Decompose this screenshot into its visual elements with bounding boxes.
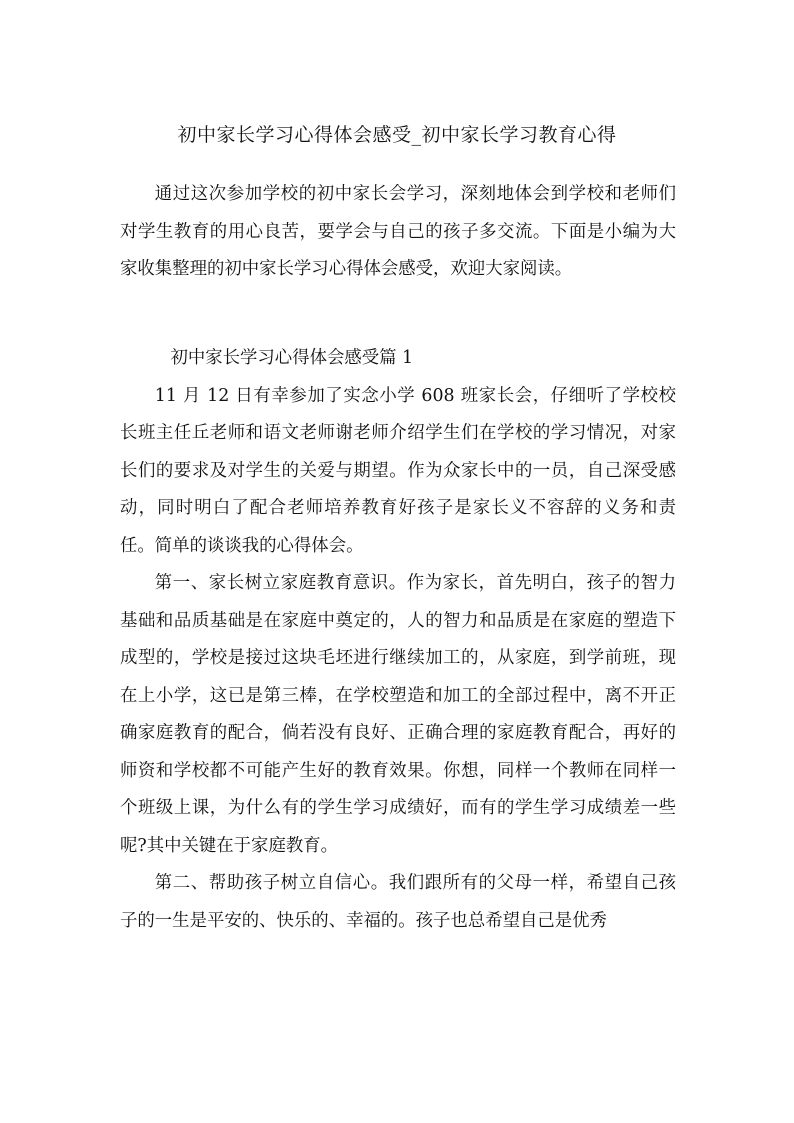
body-paragraph-2: 第一、家长树立家庭教育意识。作为家长，首先明白，孩子的智力基础和品质基础是在家庭中奠定的，人的智力和品质是在家庭的塑造下成型的，学校是接过这块毛坯进行继续加工的，从家庭，到学前班，现在上小学，这已是第三棒，在学校塑造和加工的全部过程中，离不开正确家庭教育的配合，倘若没有良好、正确合理的家庭教育配合，再好的师资和学校都不可能产生好的教育效果。你想，同样一个教师在同样一个班级上课，为什么有的学生学习成绩好，而有的学生学习成绩差一些呢?其中关键在于家庭教育。 [120, 573, 676, 856]
document-title: 初中家长学习心得体会感受_初中家长学习教育心得 [177, 124, 617, 146]
section-heading: 初中家长学习心得体会感受篇 1 [170, 348, 414, 368]
body-paragraph-1: 11 月 12 日有幸参加了实念小学 608 班家长会，仔细听了学校校长班主任丘老师和语文老师谢老师介绍学生们在学校的学习情况，对家长们的要求及对学生的关爱与期望。作为众家长中的一员，自己深受感动，同时明白了配合老师培养教育好孩子是家长义不容辞的义务和责任。简单的谈谈我的心得体会。 [120, 385, 676, 556]
intro-paragraph: 通过这次参加学校的初中家长会学习，深刻地体会到学校和老师们对学生教育的用心良苦，要学会与自己的孩子多交流。下面是小编为大家收集整理的初中家长学习心得体会感受，欢迎大家阅读。 [120, 184, 676, 279]
intro-block [120, 176, 676, 289]
article-body [120, 340, 676, 940]
body-paragraph-3: 第二、帮助孩子树立自信心。我们跟所有的父母一样，希望自己孩子的一生是平安的、快乐的、幸福的。孩子也总希望自己是优秀 [120, 873, 676, 931]
